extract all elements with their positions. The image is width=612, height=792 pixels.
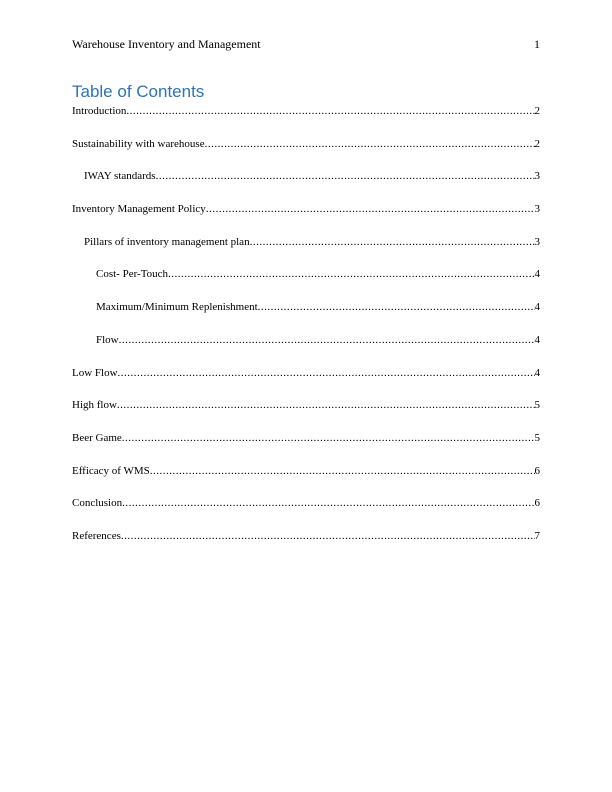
toc-entry-page: 2 bbox=[534, 137, 540, 150]
toc-entry-label: Inventory Management Policy bbox=[72, 203, 206, 216]
toc-dot-leader bbox=[126, 102, 534, 120]
toc-entry-efficacy-wms[interactable] bbox=[72, 462, 540, 495]
toc-dot-leader bbox=[150, 462, 535, 480]
table-of-contents bbox=[72, 102, 540, 560]
toc-entry-label: High flow bbox=[72, 399, 117, 412]
toc-entry-label: Sustainability with warehouse bbox=[72, 137, 205, 150]
toc-entry-max-min-replenishment[interactable] bbox=[72, 298, 540, 331]
toc-entry-label: Flow bbox=[96, 333, 119, 346]
page-header bbox=[72, 36, 540, 52]
toc-entry-page: 5 bbox=[534, 431, 540, 444]
toc-entry-page: 5 bbox=[534, 399, 540, 412]
toc-dot-leader bbox=[205, 135, 535, 153]
toc-dot-leader bbox=[206, 200, 535, 218]
toc-entry-conclusion[interactable] bbox=[72, 494, 540, 527]
toc-dot-leader bbox=[122, 494, 534, 512]
toc-entry-page: 4 bbox=[534, 333, 540, 346]
toc-dot-leader bbox=[156, 167, 535, 185]
toc-entry-label: References bbox=[72, 529, 121, 542]
toc-dot-leader bbox=[250, 233, 535, 251]
toc-dot-leader bbox=[122, 429, 535, 447]
toc-entry-page: 3 bbox=[534, 170, 540, 183]
toc-entry-low-flow[interactable] bbox=[72, 364, 540, 397]
toc-entry-label: Maximum/Minimum Replenishment bbox=[96, 301, 258, 314]
toc-entry-page: 2 bbox=[534, 105, 540, 117]
toc-entry-page: 3 bbox=[534, 235, 540, 248]
toc-entry-page: 3 bbox=[534, 203, 540, 216]
toc-dot-leader bbox=[119, 331, 535, 349]
toc-entry-label: Pillars of inventory management plan bbox=[84, 235, 250, 248]
toc-entry-flow[interactable] bbox=[72, 331, 540, 364]
running-header-title: Warehouse Inventory and Management bbox=[72, 37, 261, 51]
toc-entry-cost-per-touch[interactable] bbox=[72, 265, 540, 298]
toc-dot-leader bbox=[121, 527, 535, 545]
toc-entry-label: Beer Game bbox=[72, 431, 122, 444]
toc-entry-label: Low Flow bbox=[72, 366, 118, 379]
toc-entry-page: 4 bbox=[534, 268, 540, 281]
toc-entry-label: Introduction bbox=[72, 105, 127, 117]
toc-entry-beer-game[interactable] bbox=[72, 429, 540, 462]
toc-entry-introduction[interactable] bbox=[72, 102, 540, 135]
toc-entry-page: 4 bbox=[534, 366, 540, 379]
toc-entry-page: 7 bbox=[534, 529, 540, 542]
toc-dot-leader bbox=[117, 396, 535, 414]
toc-entry-references[interactable] bbox=[72, 527, 540, 560]
toc-entry-page: 4 bbox=[534, 301, 540, 314]
toc-entry-page: 6 bbox=[534, 497, 540, 510]
toc-entry-iway-standards[interactable] bbox=[72, 167, 540, 200]
toc-entry-label: IWAY standards bbox=[84, 170, 156, 183]
page-number: 1 bbox=[534, 37, 540, 51]
toc-dot-leader bbox=[258, 298, 535, 316]
toc-entry-label: Conclusion bbox=[72, 497, 123, 510]
toc-dot-leader bbox=[118, 364, 535, 382]
toc-entry-label: Cost- Per-Touch bbox=[96, 268, 169, 281]
toc-heading: Table of Contents bbox=[72, 82, 205, 101]
toc-entry-inventory-policy[interactable] bbox=[72, 200, 540, 233]
toc-entry-sustainability[interactable] bbox=[72, 135, 540, 168]
toc-entry-page: 6 bbox=[534, 464, 540, 477]
toc-dot-leader bbox=[168, 265, 534, 283]
toc-entry-label: Efficacy of WMS bbox=[72, 464, 150, 477]
toc-entry-pillars[interactable] bbox=[72, 233, 540, 266]
toc-entry-high-flow[interactable] bbox=[72, 396, 540, 429]
